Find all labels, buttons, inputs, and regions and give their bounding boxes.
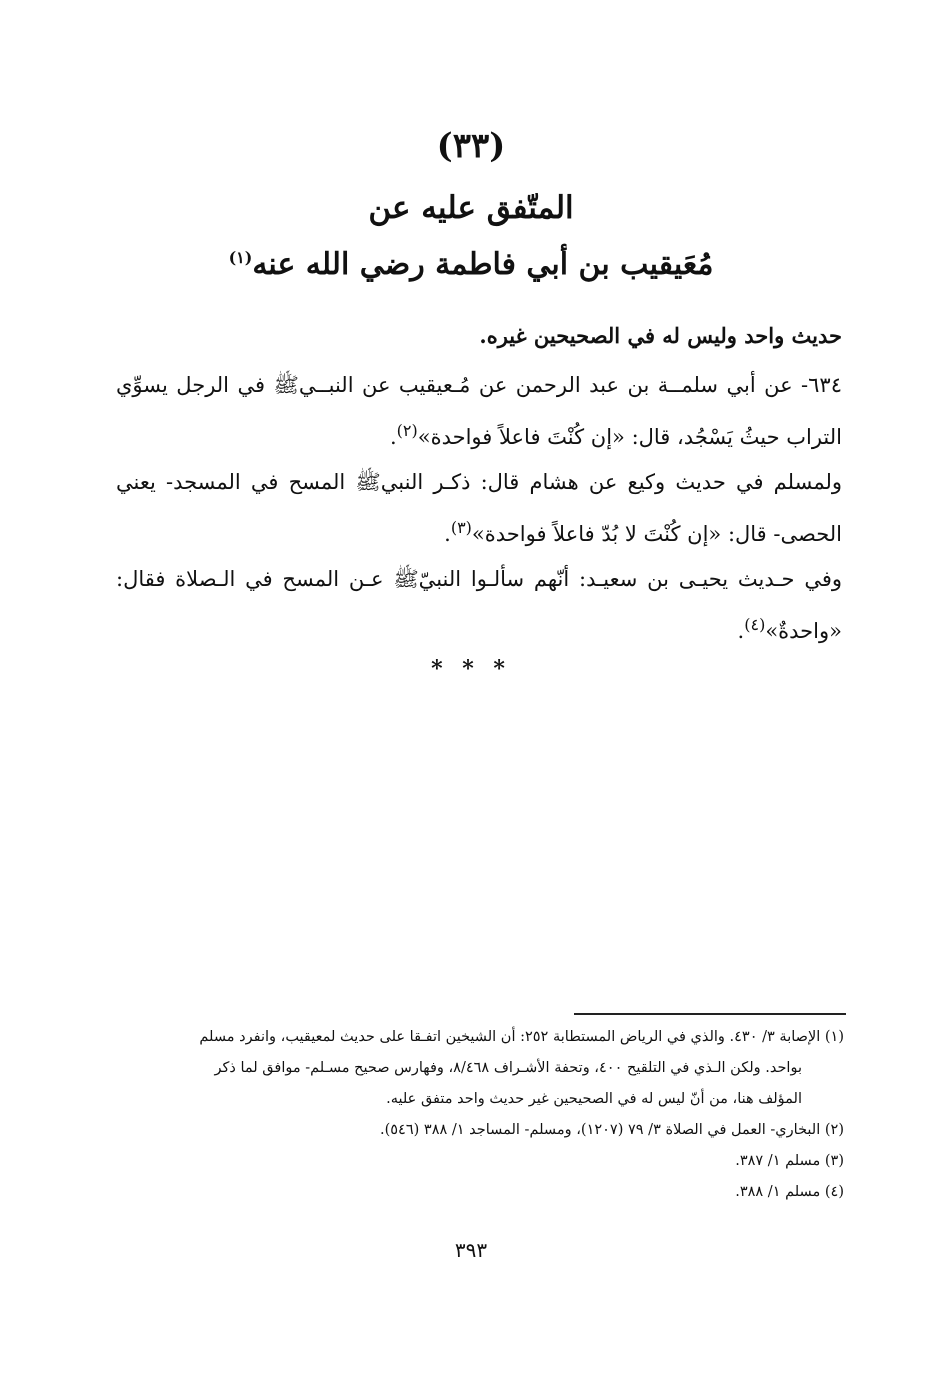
chapter-title: المتّفق عليه عن xyxy=(368,190,574,226)
page-number: ٣٩٣ xyxy=(454,1238,488,1262)
paragraph-text: ٦٣٤- عن أبي سلمــة بن عبد الرحمن عن مُـعيقيب عن النبــيﷺ في الرجل يسوِّي التراب حيثُ يَسْجُد، قال: «إن كُنْتَ فاعلاً فواحدة» xyxy=(116,373,842,449)
footnote-4: (٤) مسلم ١/ ٣٨٨. xyxy=(735,1184,844,1200)
hadith-paragraph-634: ٦٣٤- عن أبي سلمــة بن عبد الرحمن عن مُـعيقيب عن النبــيﷺ في الرجل يسوِّي التراب حيثُ يَسْجُد، قال: «إن كُنْتَ فاعلاً فواحدة»$^{(٢)}$. xyxy=(116,373,842,449)
footnote-divider xyxy=(574,1013,846,1015)
footnote-1-line-3: المؤلف هنا، من أنّ ليس له في الصحيحين غير حديث واحد متفق عليه. xyxy=(386,1091,802,1107)
footnote-ref-4: (٤) xyxy=(744,615,766,634)
footnote-2: (٢) البخاري- العمل في الصلاة ٣/ ٧٩ (١٢٠٧)، ومسلم- المساجد ١/ ٣٨٨ (٥٤٦). xyxy=(379,1122,844,1138)
footnote-ref-3: (٣) xyxy=(450,518,472,537)
paragraph-text: ولمسلم في حديث وكيع عن هشام قال: ذكـر النبيﷺ المسح في المسجد- يعني الحصى- قال: «إن كُنْتَ لا بُدّ فاعلاً فواحدة» xyxy=(116,470,842,546)
footnote-ref-1: (١) xyxy=(228,248,253,267)
chapter-number: (٣٣) xyxy=(436,126,506,166)
footnote-3: (٣) مسلم ١/ ٣٨٧. xyxy=(735,1153,844,1169)
footnote-1-line-2: بواحد. ولكن الـذي في التلقيح ٤٠٠، وتحفة الأشـراف ٨/٤٦٨، وفهارس صحيح مسـلم- موافق لما ذكر xyxy=(214,1060,802,1076)
muslim-narration-paragraph: ولمسلم في حديث وكيع عن هشام قال: ذكـر النبيﷺ المسح في المسجد- يعني الحصى- قال: «إن كُنْتَ لا بُدّ فاعلاً فواحدة»$^{(٣)}$. xyxy=(116,470,842,546)
yahya-narration-paragraph: وفي حـديث يحيـى بن سعيـد: أنّهم سألـوا النبيّﷺ عـن المسح في الـصلاة فقال: «واحدةٌ»$^{(٤)}$. xyxy=(116,567,842,643)
section-separator: * * * xyxy=(431,656,511,682)
chapter-subtitle-text: مُعَيقيب بن أبي فاطمة رضي الله عنه xyxy=(252,247,714,282)
chapter-subtitle xyxy=(0,247,942,282)
footnote-1-line-1: (١) الإصابة ٣/ ٤٣٠. والذي في الرياض المستطابة ٢٥٢: أن الشيخين اتفـقا على حديث لمعيقيب، وانفرد مسلم xyxy=(199,1029,844,1045)
paragraph-text: وفي حـديث يحيـى بن سعيـد: أنّهم سألـوا النبيّﷺ عـن المسح في الـصلاة فقال: «واحدةٌ» xyxy=(116,567,842,643)
footnotes xyxy=(100,1022,844,1208)
intro-text: حديث واحد وليس له في الصحيحين غيره. xyxy=(479,323,842,348)
footnote-ref-2: (٢) xyxy=(396,421,418,440)
